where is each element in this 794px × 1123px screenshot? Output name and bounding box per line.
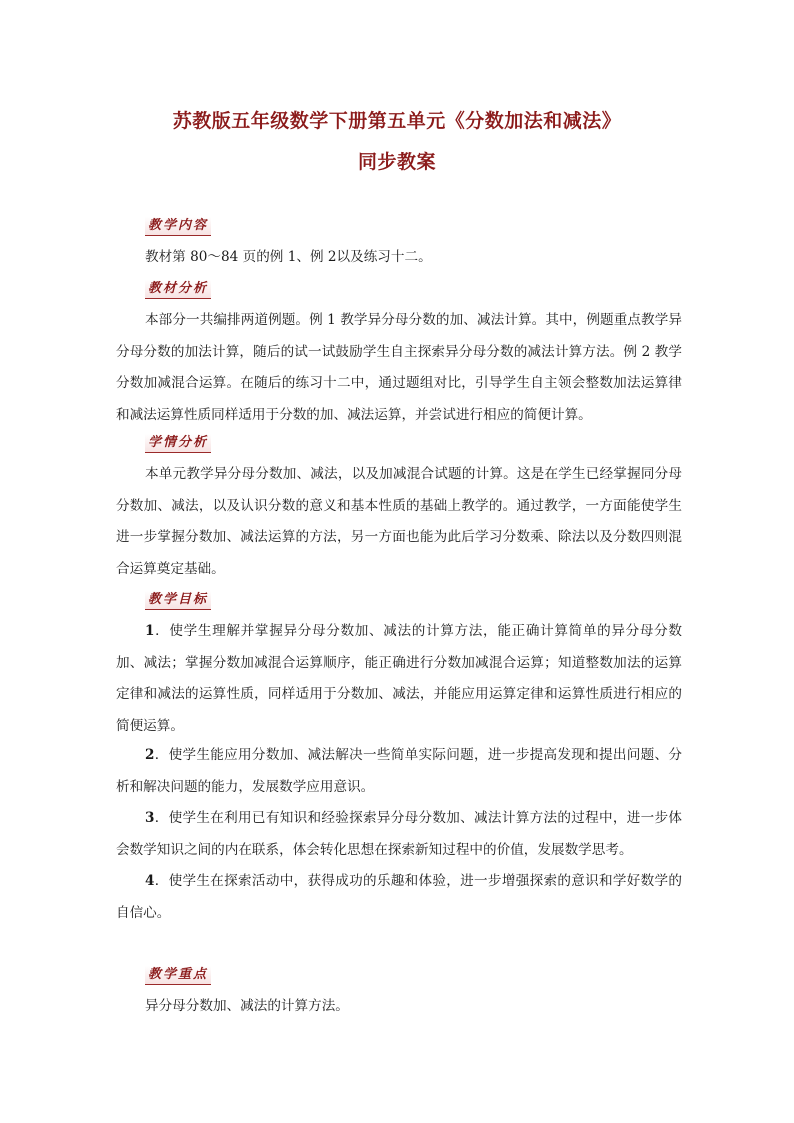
section-heading-material: 教材分析 xyxy=(145,280,211,299)
goal-item xyxy=(116,866,682,929)
document-subtitle: 同步教案 xyxy=(357,151,436,173)
goal-item xyxy=(116,803,682,866)
section-heading-content: 教学内容 xyxy=(145,217,211,236)
goal-item xyxy=(116,740,682,803)
section-heading-keypoints: 教学重点 xyxy=(145,966,211,985)
section-text-students: 本单元教学异分母分数加、减法，以及加减混合试题的计算。这是在学生已经掌握同分母分数加、减法，以及认识分数的意义和基本性质的基础上教学的。通过教学，一方面能使学生进一步掌握分数加、减法运算的方法，另一方面也能为此后学习分数乘、除法以及分数四则混合运算奠定基础。 xyxy=(116,466,682,577)
goal-number: 1 xyxy=(145,623,155,639)
section-text-material: 本部分一共编排两道例题。例 1 教学异分母分数的加、减法计算。其中，例题重点教学异分母分数的加法计算，随后的试一试鼓励学生自主探索异分母分数的减法计算方法。例 2 教学分数加减混合运算。在随后的练习十二中，通过题组对比，引导学生自主领会整数加法运算律和减法运算性质同样适用于分数的加、减法运算，并尝试进行相应的简便计算。 xyxy=(116,312,682,423)
goal-text: ．使学生理解并掌握异分母分数加、减法的计算方法，能正确计算简单的异分母分数加、减法；掌握分数加减混合运算顺序，能正确进行分数加减混合运算；知道整数加法的运算定律和减法的运算性质，同样适用于分数加、减法，并能应用运算定律和运算性质进行相应的简便运算。 xyxy=(116,623,682,734)
goal-number: 4 xyxy=(145,873,155,889)
document-title: 苏教版五年级数学下册第五单元《分数加法和减法》 xyxy=(172,110,622,132)
goal-text: ．使学生在利用已有知识和经验探索异分母分数加、减法计算方法的过程中，进一步体会数学知识之间的内在联系，体会转化思想在探索新知过程中的价值，发展数学思考。 xyxy=(116,810,682,858)
section-text-content: 教材第 80～84 页的例 1、例 2以及练习十二。 xyxy=(145,249,432,265)
goal-item xyxy=(116,616,682,742)
goal-text: ．使学生能应用分数加、减法解决一些简单实际问题，进一步提高发现和提出问题、分析和解决问题的能力，发展数学应用意识。 xyxy=(116,747,682,795)
goal-number: 3 xyxy=(145,810,155,826)
section-heading-students: 学情分析 xyxy=(145,434,211,453)
section-heading-goals: 教学目标 xyxy=(145,591,211,610)
goal-number: 2 xyxy=(145,747,155,763)
section-text-keypoints: 异分母分数加、减法的计算方法。 xyxy=(145,998,349,1014)
goal-text: ．使学生在探索活动中，获得成功的乐趣和体验，进一步增强探索的意识和学好数学的自信心。 xyxy=(116,873,682,921)
